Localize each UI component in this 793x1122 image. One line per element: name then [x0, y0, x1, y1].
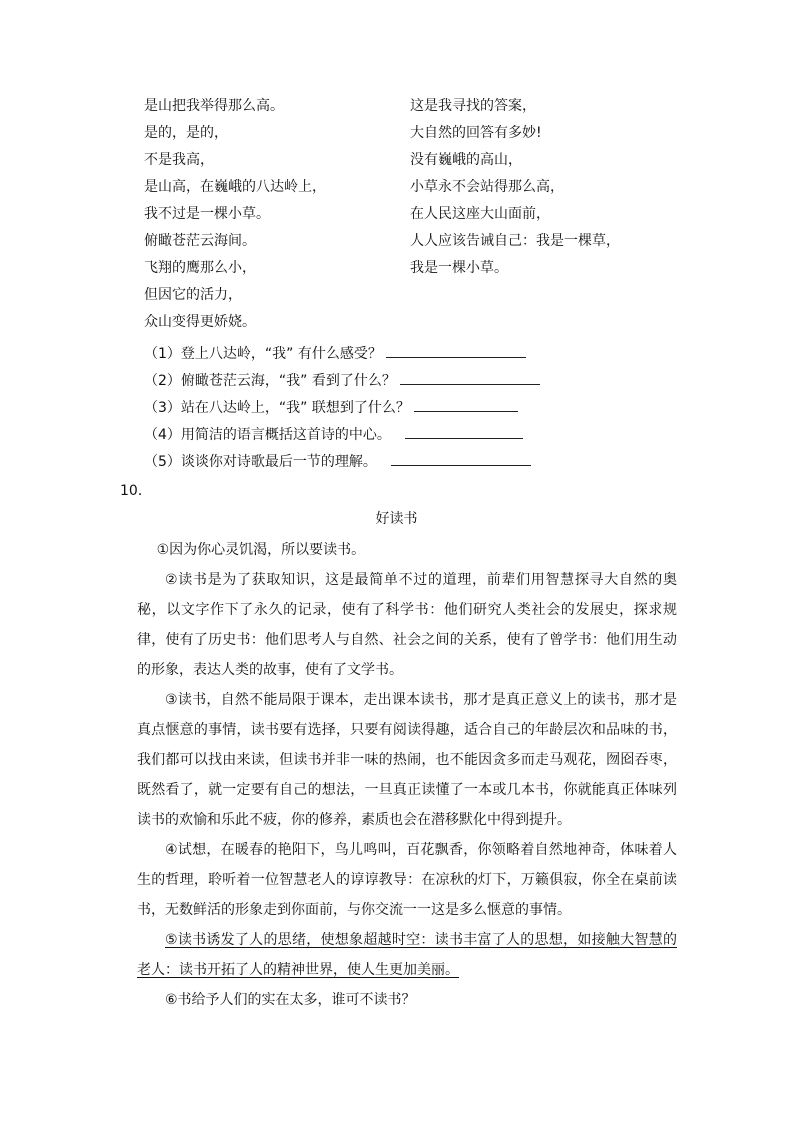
answer-blank[interactable] [386, 343, 526, 358]
question-text: （5）谈谈你对诗歌最后一节的理解。 [144, 454, 377, 470]
question-number: 10． [120, 483, 152, 499]
question-text: （1）登上八达岭，“我” 有什么感受？ [144, 346, 382, 362]
poem-line: 是山高，在巍峨的八达岭上， [144, 179, 326, 195]
article-paragraph-underlined: ⑤读书诱发了人的思绪，使想象超越时空：读书丰富了人的思想，如接触大智慧的老人：读书开拓了人的精神世界，使人生更加美丽。 [137, 932, 677, 978]
poem-line: 众山变得更娇娆。 [144, 314, 256, 330]
poem-line: 没有巍峨的高山， [410, 152, 522, 168]
poem-line: 飞翔的鹰那么小， [144, 260, 256, 276]
question-item [144, 341, 540, 368]
question-item [144, 395, 540, 422]
question-list [144, 341, 540, 476]
poem-line: 在人民这座大山面前， [410, 206, 550, 222]
poem-right-column [410, 93, 620, 282]
answer-blank[interactable] [391, 451, 531, 466]
poem-line: 俯瞰苍茫云海间。 [144, 233, 256, 249]
answer-blank[interactable] [414, 397, 518, 412]
question-text: （3）站在八达岭上，“我” 联想到了什么？ [144, 400, 410, 416]
question-item [144, 449, 540, 476]
poem-line: 这是我寻找的答案， [410, 98, 536, 114]
poem-line: 不是我高， [144, 152, 214, 168]
poem-line: 大自然的回答有多妙! [410, 125, 542, 141]
article-paragraph: ①因为你心灵饥渴，所以要读书。 [156, 542, 366, 558]
question-text: （4）用简洁的语言概括这首诗的中心。 [144, 427, 391, 443]
article-paragraph: ③读书，自然不能局限于课本，走出课本读书，那才是真正意义上的读书，那才是真点惬意的事情，读书要有选择，只要有阅读得趣，适合自己的年龄层次和品味的书，我们都可以找由来读，但读书并非一味的热闹，也不能因贪多而走马观花，囫囵吞枣，既然看了，就一定要有自己的想法，一旦真正读懂了一本或几本书，你就能真正体味列读书的欢愉和乐此不疲，你的修养，素质也会在潜移默化中得到提升。 [137, 692, 677, 828]
question-item [144, 368, 540, 395]
article-body [137, 535, 677, 1015]
article-title: 好读书 [375, 511, 418, 527]
poem-line: 我不过是一棵小草。 [144, 206, 270, 222]
poem-line: 我是一棵小草。 [410, 260, 508, 276]
question-item [144, 422, 540, 449]
article-paragraph: ②读书是为了获取知识，这是最简单不过的道理，前辈们用智慧探寻大自然的奥秘，以文字作下了永久的记录，使有了科学书：他们研究人类社会的发展史，探求规律，使有了历史书：他们思考人与自然、社会之间的关系，使有了曾学书：他们用生动的形象，表达人类的故事，使有了文学书。 [137, 572, 677, 678]
poem-line: 是的，是的， [144, 125, 228, 141]
poem-line: 小草永不会站得那么高， [410, 179, 564, 195]
answer-blank[interactable] [400, 370, 540, 385]
poem-line: 是山把我举得那么高。 [144, 98, 284, 114]
answer-blank[interactable] [405, 424, 523, 439]
poem-line: 人人应该告诫自己：我是一棵草， [410, 233, 620, 249]
article-paragraph: ④试想，在暖春的艳阳下，鸟儿鸣叫，百花飘香，你领略着自然地神奇，体味着人生的哲理，聆听着一位智慧老人的谆谆教导：在凉秋的灯下，万籁俱寂，你全在桌前读书，无数鲜活的形象走到你面前，与你交流一一这是多么惬意的事情。 [137, 842, 677, 918]
question-text: （2）俯瞰苍茫云海，“我” 看到了什么？ [144, 373, 396, 389]
poem-line: 但因它的活力， [144, 287, 242, 303]
poem-left-column [144, 93, 326, 336]
article-paragraph: ⑥书给予人们的实在太多，谁可不读书？ [165, 992, 416, 1008]
